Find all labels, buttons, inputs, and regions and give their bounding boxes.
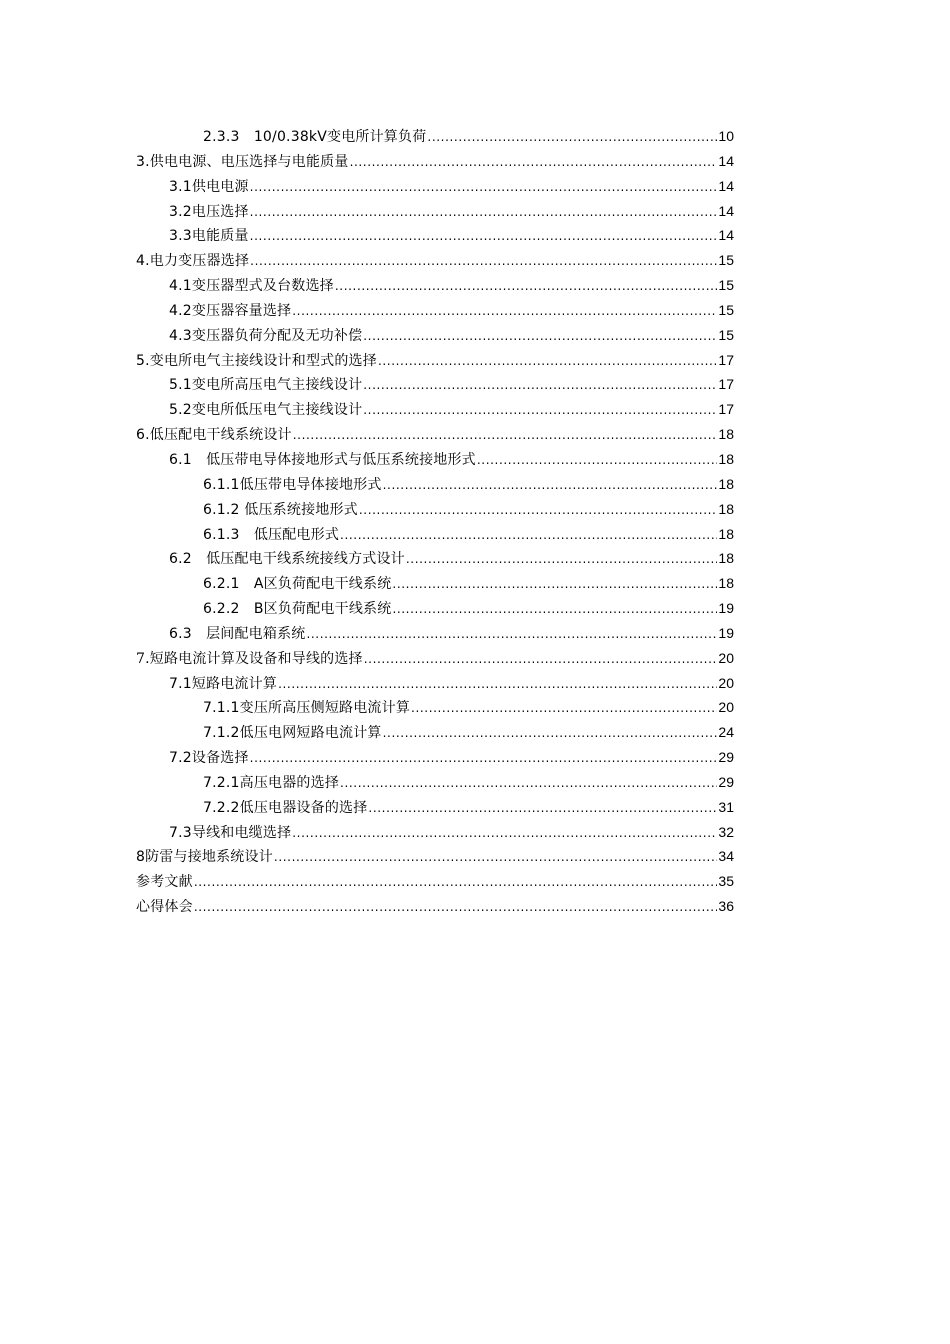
toc-entry-title: 6.3 层间配电箱系统 [169, 625, 306, 642]
toc-entry-title: 2.3.3 10/0.38kV变电所计算负荷 [203, 129, 427, 145]
toc-entry-page-number: 10 [718, 128, 734, 144]
toc-dot-leader [383, 721, 718, 746]
toc-dot-leader [293, 423, 718, 448]
toc-entry-title: 6.低压配电干线系统设计 [136, 427, 292, 444]
toc-entry-title: 5.2变电所低压电气主接线设计 [169, 402, 363, 419]
toc-entry[interactable] [136, 472, 734, 497]
toc-dot-leader [359, 498, 718, 523]
toc-dot-leader [194, 870, 718, 895]
toc-entry[interactable] [136, 820, 734, 845]
toc-entry[interactable] [136, 770, 734, 795]
toc-entry-page-number: 14 [718, 202, 734, 219]
toc-entry[interactable] [136, 248, 734, 273]
toc-entry-page-number: 17 [718, 401, 734, 418]
toc-entry-page-number: 18 [718, 550, 734, 567]
toc-entry-page-number: 18 [718, 575, 734, 592]
toc-entry-title: 心得体会 [136, 899, 193, 916]
toc-dot-leader [250, 249, 717, 274]
toc-entry-page-number: 35 [718, 873, 734, 890]
toc-entry-page-number: 31 [718, 798, 734, 815]
toc-entry[interactable] [136, 273, 734, 298]
toc-dot-leader [274, 845, 718, 870]
toc-entry-title: 参考文献 [136, 874, 193, 891]
toc-entry-page-number: 20 [718, 649, 734, 666]
toc-entry[interactable] [136, 546, 734, 571]
toc-entry[interactable] [136, 720, 734, 745]
toc-entry-page-number: 18 [718, 475, 734, 492]
toc-dot-leader [383, 473, 718, 498]
toc-dot-leader [363, 398, 717, 423]
toc-entry-page-number: 18 [718, 450, 734, 467]
toc-entry[interactable] [136, 199, 734, 224]
toc-entry-page-number: 17 [718, 351, 734, 368]
toc-entry[interactable] [136, 671, 734, 696]
toc-entry-title: 3.供电电源、电压选择与电能质量 [136, 153, 349, 170]
toc-entry[interactable] [136, 174, 734, 199]
toc-entry-page-number: 18 [718, 426, 734, 443]
toc-entry-page-number: 20 [718, 674, 734, 691]
toc-dot-leader [368, 796, 717, 821]
toc-entry-title: 3.3电能质量 [169, 228, 249, 245]
toc-entry[interactable] [136, 422, 734, 447]
toc-entry[interactable] [136, 795, 734, 820]
toc-entry-page-number: 19 [718, 624, 734, 641]
toc-entry-page-number: 15 [718, 252, 734, 269]
toc-dot-leader [350, 150, 718, 175]
toc-entry-title: 5.1变电所高压电气主接线设计 [169, 377, 363, 394]
toc-entry[interactable] [136, 298, 734, 323]
toc-entry-page-number: 18 [718, 500, 734, 517]
toc-entry-title: 6.2 低压配电干线系统接线方式设计 [169, 551, 405, 568]
toc-entry[interactable] [136, 372, 734, 397]
toc-dot-leader [340, 771, 717, 796]
toc-dot-leader [250, 224, 718, 249]
toc-dot-leader [194, 895, 718, 920]
toc-entry-title: 7.1.1变压所高压侧短路电流计算 [203, 700, 411, 717]
toc-entry-title: 4.3变压器负荷分配及无功补偿 [169, 327, 363, 344]
toc-entry[interactable] [136, 894, 734, 919]
toc-dot-leader [278, 672, 717, 697]
toc-entry-title: 4.电力变压器选择 [136, 253, 250, 270]
toc-dot-leader [363, 324, 717, 349]
toc-dot-leader [250, 175, 718, 200]
toc-entry[interactable] [136, 447, 734, 472]
toc-dot-leader [378, 349, 717, 374]
toc-entry-title: 6.2.2 B区负荷配电干线系统 [203, 601, 392, 618]
toc-entry-title: 6.1.1低压带电导体接地形式 [203, 476, 382, 493]
toc-entry-title: 8防雷与接地系统设计 [136, 849, 273, 866]
toc-entry[interactable] [136, 522, 734, 547]
toc-entry-page-number: 29 [718, 773, 734, 790]
toc-entry[interactable] [136, 348, 734, 373]
toc-dot-leader [292, 299, 717, 324]
toc-entry-page-number: 14 [718, 177, 734, 194]
toc-entry-title: 3.2电压选择 [169, 203, 249, 220]
toc-dot-leader [392, 572, 717, 597]
toc-entry-page-number: 17 [718, 376, 734, 393]
toc-dot-leader [411, 696, 717, 721]
toc-entry[interactable] [136, 844, 734, 869]
toc-dot-leader [335, 274, 718, 299]
toc-entry-title: 7.2.2低压电器设备的选择 [203, 799, 368, 816]
toc-entry-page-number: 15 [718, 301, 734, 318]
toc-entry-page-number: 15 [718, 277, 734, 294]
toc-entry-title: 6.1 低压带电导体接地形式与低压系统接地形式 [169, 451, 476, 468]
toc-entry-page-number: 29 [718, 749, 734, 766]
toc-entry[interactable] [136, 323, 734, 348]
toc-dot-leader [364, 647, 718, 672]
toc-dot-leader [427, 125, 717, 150]
toc-entry-page-number: 20 [718, 699, 734, 716]
toc-entry-title: 7.2设备选择 [169, 750, 249, 767]
toc-entry-title: 5.变电所电气主接线设计和型式的选择 [136, 352, 377, 369]
table-of-contents [136, 124, 734, 919]
toc-entry[interactable] [136, 223, 734, 248]
toc-entry[interactable] [136, 646, 734, 671]
toc-entry-page-number: 14 [718, 152, 734, 169]
toc-entry[interactable] [136, 124, 734, 149]
toc-entry[interactable] [136, 397, 734, 422]
toc-dot-leader [392, 597, 717, 622]
toc-entry[interactable] [136, 621, 734, 646]
toc-entry-title: 3.1供电电源 [169, 178, 249, 195]
toc-entry-title: 6.2.1 A区负荷配电干线系统 [203, 576, 392, 593]
toc-entry-title: 4.2变压器容量选择 [169, 302, 292, 319]
toc-dot-leader [406, 547, 718, 572]
toc-entry[interactable] [136, 596, 734, 621]
toc-entry-page-number: 24 [718, 724, 734, 741]
toc-dot-leader [250, 746, 718, 771]
toc-entry-page-number: 36 [718, 898, 734, 915]
toc-entry-title: 7.3导线和电缆选择 [169, 824, 292, 841]
toc-entry-title: 7.1.2低压电网短路电流计算 [203, 725, 382, 742]
toc-entry-page-number: 15 [718, 326, 734, 343]
toc-entry-page-number: 32 [718, 823, 734, 840]
toc-dot-leader [340, 523, 717, 548]
toc-dot-leader [363, 373, 717, 398]
toc-entry-title: 7.2.1高压电器的选择 [203, 774, 340, 791]
toc-entry-page-number: 14 [718, 227, 734, 244]
toc-entry[interactable] [136, 869, 734, 894]
toc-entry-page-number: 34 [718, 848, 734, 865]
toc-entry-title: 4.1变压器型式及台数选择 [169, 278, 334, 295]
toc-entry[interactable] [136, 745, 734, 770]
toc-dot-leader [477, 448, 718, 473]
toc-dot-leader [250, 200, 718, 225]
toc-entry[interactable] [136, 497, 734, 522]
toc-entry-title: 6.1.2 低压系统接地形式 [203, 501, 358, 518]
toc-entry[interactable] [136, 149, 734, 174]
toc-entry-page-number: 19 [718, 600, 734, 617]
toc-entry-title: 7.1短路电流计算 [169, 675, 278, 692]
toc-dot-leader [292, 821, 717, 846]
toc-entry[interactable] [136, 571, 734, 596]
toc-entry-title: 6.1.3 低压配电形式 [203, 526, 340, 543]
toc-entry-page-number: 18 [718, 525, 734, 542]
toc-entry[interactable] [136, 695, 734, 720]
toc-dot-leader [306, 622, 717, 647]
toc-entry-title: 7.短路电流计算及设备和导线的选择 [136, 650, 363, 667]
